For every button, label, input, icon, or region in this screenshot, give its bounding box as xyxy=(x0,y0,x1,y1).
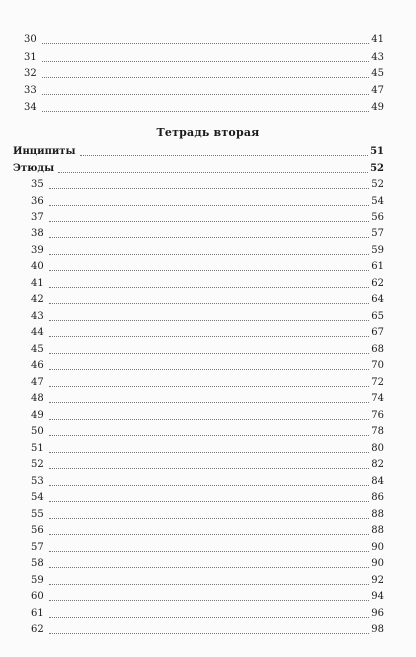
entry-page: 74 xyxy=(371,393,384,404)
entry-number: 38 xyxy=(31,228,44,239)
toc-entry xyxy=(31,195,384,209)
section-title: Тетрадь вторая xyxy=(156,126,260,139)
leader-dots xyxy=(49,485,369,486)
toc-entry xyxy=(31,442,384,456)
entry-number: 42 xyxy=(31,294,44,305)
leader-dots xyxy=(49,435,369,436)
entry-page: 90 xyxy=(371,558,384,569)
entry-page: 82 xyxy=(371,459,384,470)
entry-number: 58 xyxy=(31,558,44,569)
toc-entry xyxy=(24,101,384,115)
entry-number: 37 xyxy=(31,212,44,223)
leader-dots xyxy=(49,518,369,519)
leader-dots xyxy=(49,369,369,370)
entry-page: 43 xyxy=(371,52,384,63)
entry-page: 78 xyxy=(371,426,384,437)
entry-page: 64 xyxy=(371,294,384,305)
toc-entry xyxy=(31,590,384,604)
leader-dots xyxy=(49,600,369,601)
toc-entry xyxy=(24,84,384,98)
entry-page: 52 xyxy=(370,163,384,174)
toc-entry xyxy=(31,211,384,225)
entry-number: 31 xyxy=(24,52,37,63)
leader-dots xyxy=(49,402,369,403)
entry-page: 49 xyxy=(371,102,384,113)
toc-entry xyxy=(31,491,384,505)
leader-dots xyxy=(42,43,369,44)
leader-dots xyxy=(49,617,369,618)
leader-dots xyxy=(49,534,369,535)
toc-entry xyxy=(31,227,384,241)
leader-dots xyxy=(42,111,369,112)
entry-number: 43 xyxy=(31,311,44,322)
entry-page: 86 xyxy=(371,492,384,503)
entry-number: 50 xyxy=(31,426,44,437)
entry-number: 34 xyxy=(24,102,37,113)
entry-number: 60 xyxy=(31,591,44,602)
entry-page: 51 xyxy=(370,146,384,157)
toc-entry xyxy=(31,343,384,357)
entry-number: 62 xyxy=(31,624,44,635)
leader-dots xyxy=(49,303,369,304)
leader-dots xyxy=(49,386,369,387)
entry-page: 68 xyxy=(371,344,384,355)
entry-number: 35 xyxy=(31,179,44,190)
entry-page: 61 xyxy=(371,261,384,272)
entry-number: 32 xyxy=(24,68,37,79)
toc-entry xyxy=(31,277,384,291)
toc-entry xyxy=(31,541,384,555)
entry-page: 56 xyxy=(371,212,384,223)
entry-number: 44 xyxy=(31,327,44,338)
toc-entry xyxy=(31,326,384,340)
entry-page: 80 xyxy=(371,443,384,454)
leader-dots xyxy=(49,468,369,469)
entry-number: 45 xyxy=(31,344,44,355)
leader-dots xyxy=(49,254,369,255)
entry-number: 55 xyxy=(31,509,44,520)
toc-entry xyxy=(31,607,384,621)
leader-dots xyxy=(58,172,368,173)
entry-number: 30 xyxy=(24,34,37,45)
entry-number: 59 xyxy=(31,575,44,586)
entry-number: 61 xyxy=(31,608,44,619)
entry-page: 52 xyxy=(371,179,384,190)
entry-page: 54 xyxy=(371,196,384,207)
toc-entry xyxy=(31,376,384,390)
entry-number: 57 xyxy=(31,542,44,553)
toc-entry xyxy=(31,425,384,439)
entry-page: 90 xyxy=(371,542,384,553)
entry-number: 52 xyxy=(31,459,44,470)
toc-entry xyxy=(31,524,384,538)
entry-number: 51 xyxy=(31,443,44,454)
section-label: Инципиты xyxy=(13,146,76,157)
leader-dots xyxy=(49,336,369,337)
entry-page: 72 xyxy=(371,377,384,388)
entry-page: 47 xyxy=(371,85,384,96)
toc-entry xyxy=(31,260,384,274)
leader-dots xyxy=(42,94,369,95)
entry-page: 62 xyxy=(371,278,384,289)
leader-dots xyxy=(49,353,369,354)
toc-entry xyxy=(31,392,384,406)
leader-dots xyxy=(49,221,369,222)
toc-entry xyxy=(31,244,384,258)
leader-dots xyxy=(80,155,369,156)
entry-page: 94 xyxy=(371,591,384,602)
leader-dots xyxy=(49,452,369,453)
entry-page: 57 xyxy=(371,228,384,239)
entry-page: 88 xyxy=(371,525,384,536)
entry-number: 56 xyxy=(31,525,44,536)
entry-page: 84 xyxy=(371,476,384,487)
toc-entry xyxy=(31,475,384,489)
toc-entry xyxy=(24,67,384,81)
entry-page: 88 xyxy=(371,509,384,520)
toc-entry xyxy=(31,557,384,571)
toc-entry xyxy=(31,293,384,307)
toc-entry xyxy=(31,409,384,423)
leader-dots xyxy=(49,287,369,288)
entry-number: 48 xyxy=(31,393,44,404)
leader-dots xyxy=(49,501,369,502)
toc-entry xyxy=(31,508,384,522)
entry-number: 33 xyxy=(24,85,37,96)
section-label: Этюды xyxy=(13,163,55,174)
entry-number: 46 xyxy=(31,360,44,371)
leader-dots xyxy=(49,205,369,206)
entry-page: 41 xyxy=(371,34,384,45)
entry-number: 47 xyxy=(31,377,44,388)
toc-entry xyxy=(24,51,384,65)
entry-page: 59 xyxy=(371,245,384,256)
leader-dots xyxy=(49,188,369,189)
leader-dots xyxy=(49,270,369,271)
toc-entry xyxy=(31,310,384,324)
toc-entry xyxy=(31,178,384,192)
toc-entry xyxy=(24,33,384,47)
toc-entry xyxy=(31,623,384,637)
leader-dots xyxy=(49,237,369,238)
section-entry xyxy=(13,145,384,159)
entry-page: 70 xyxy=(371,360,384,371)
entry-number: 36 xyxy=(31,196,44,207)
entry-number: 41 xyxy=(31,278,44,289)
leader-dots xyxy=(42,61,369,62)
entry-number: 54 xyxy=(31,492,44,503)
leader-dots xyxy=(49,584,369,585)
entry-number: 39 xyxy=(31,245,44,256)
entry-page: 98 xyxy=(371,624,384,635)
entry-page: 96 xyxy=(371,608,384,619)
leader-dots xyxy=(49,567,369,568)
toc-entry xyxy=(31,458,384,472)
leader-dots xyxy=(42,77,369,78)
toc-entry xyxy=(31,359,384,373)
entry-number: 53 xyxy=(31,476,44,487)
entry-page: 67 xyxy=(371,327,384,338)
leader-dots xyxy=(49,551,369,552)
leader-dots xyxy=(49,320,369,321)
section-entry xyxy=(13,162,384,176)
leader-dots xyxy=(49,419,369,420)
leader-dots xyxy=(49,633,369,634)
toc-entry xyxy=(31,574,384,588)
entry-number: 40 xyxy=(31,261,44,272)
entry-page: 65 xyxy=(371,311,384,322)
entry-page: 45 xyxy=(371,68,384,79)
entry-page: 92 xyxy=(371,575,384,586)
entry-page: 76 xyxy=(371,410,384,421)
entry-number: 49 xyxy=(31,410,44,421)
